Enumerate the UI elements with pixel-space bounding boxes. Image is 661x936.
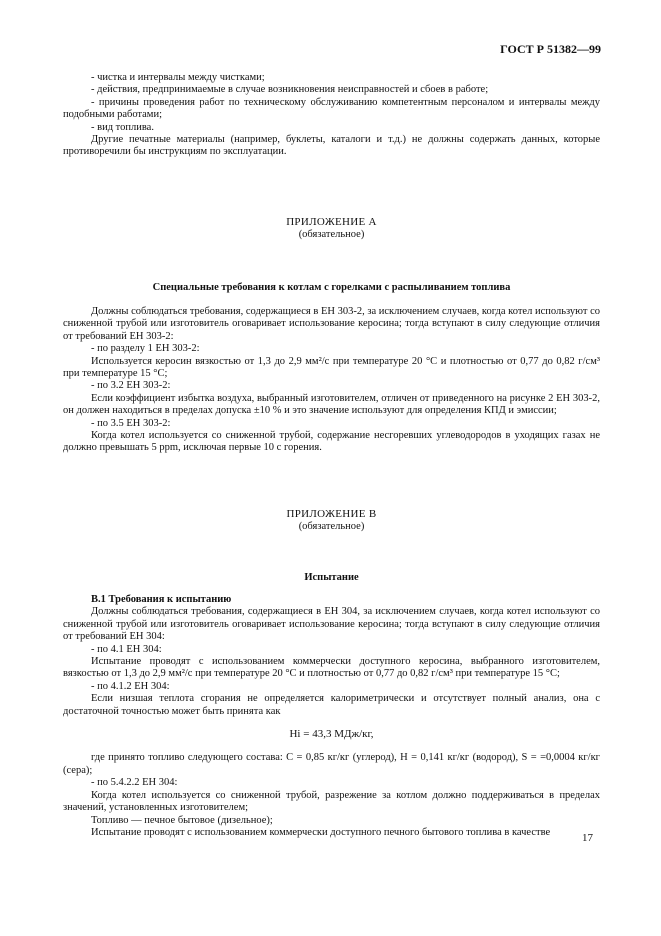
appendix-a-heading: Специальные требования к котлам с горелками с распыливанием топлива [152, 282, 511, 293]
appendix-b-heading: Испытание [304, 572, 359, 583]
paragraph: Испытание проводят с использованием коммерчески доступного керосина, выбранного изготовителем, вязкостью от 1,3 до 2,9 мм²/с при температуре 20 °С и плотностью от 0,77 до 0,82 г/см³ при температуре 15 °С; [63, 656, 600, 680]
paragraph: - по 3.5 ЕН 303-2: [91, 417, 171, 429]
formula: Hi = 43,3 МДж/кг, [289, 728, 374, 741]
paragraph: Должны соблюдаться требования, содержащиеся в ЕН 303-2, за исключением случаев, когда котел используют со сниженной трубой или изготовитель оговаривает использование керосина; тогда вступают в силу следующие отличия от требований ЕН 303-2: [63, 306, 600, 342]
section-heading: В.1 Требования к испытанию [91, 594, 232, 605]
list-item: - действия, предпринимаемые в случае возникновения неисправностей и сбоев в работе; [91, 84, 489, 96]
paragraph: Топливо — печное бытовое (дизельное); [91, 814, 273, 826]
paragraph: Должны соблюдаться требования, содержащиеся в ЕН 304, за исключением случаев, когда котел используют со сниженной трубой или изготовитель оговаривает использование керосина; тогда вступают в силу следующие отличия от требований ЕН 304: [63, 606, 600, 643]
list-item: - вид топлива. [91, 121, 154, 133]
paragraph: Если низшая теплота сгорания не определяется калориметрически и отсутствует полный анализ, она с достаточной точностью может быть принята как [63, 693, 600, 717]
page-number: 17 [582, 832, 593, 844]
paragraph: - по 5.4.2.2 ЕН 304: [91, 777, 178, 789]
appendix-b-body [63, 594, 600, 839]
paragraph: Когда котел используется со сниженной трубой, разрежение за котлом должно поддерживаться в пределах значений, установленных изготовителем; [63, 789, 600, 814]
paragraph: Если коэффициент избытка воздуха, выбранный изготовителем, отличен от приведенного на рисунке 2 ЕН 303-2, он должен находиться в пределах допуска ±10 % и это значение используют для определения КПД и эмиссии; [63, 392, 600, 417]
appendix-a-status: (обязательное) [298, 229, 365, 240]
appendix-b-status: (обязательное) [298, 521, 365, 532]
paragraph: - по 3.2 ЕН 303-2: [91, 380, 171, 392]
paragraph: - по разделу 1 ЕН 303-2: [91, 343, 200, 355]
paragraph: Используется керосин вязкостью от 1,3 до 2,9 мм²/с при температуре 20 °С и плотностью от 0,77 до 0,82 г/см³ при температуре 15 °С; [63, 355, 600, 380]
paragraph: где принято топливо следующего состава: С = 0,85 кг/кг (углерод), Н = 0,141 кг/кг (водород), S = =0,0004 кг/кг (сера); [63, 752, 600, 776]
paragraph: - по 4.1 ЕН 304: [91, 643, 162, 655]
paragraph: Испытание проводят с использованием коммерчески доступного печного бытового топлива в качестве [91, 826, 551, 838]
paragraph: Другие печатные материалы (например, буклеты, каталоги и т.д.) не должны содержать данных, которые противоречили бы инструкциям по эксплуатации. [63, 134, 600, 158]
paragraph: Когда котел используется со сниженной трубой, содержание несгоревших углеводородов в уходящих газах не должно превышать 5 ppm, исключая первые 10 с горения. [63, 430, 600, 454]
list-item: - чистка и интервалы между чистками; [91, 72, 265, 83]
paragraph: - по 4.1.2 ЕН 304: [91, 680, 170, 692]
list-item: - причины проведения работ по техническому обслуживанию компетентным персоналом и интервалы между подобными работами; [63, 96, 600, 121]
intro-section [63, 72, 600, 159]
document-header: ГОСТ Р 51382—99 [500, 42, 601, 56]
appendix-a-body [63, 306, 600, 455]
appendix-a-title: ПРИЛОЖЕНИЕ А [286, 216, 377, 228]
appendix-b-title: ПРИЛОЖЕНИЕ В [286, 508, 377, 520]
